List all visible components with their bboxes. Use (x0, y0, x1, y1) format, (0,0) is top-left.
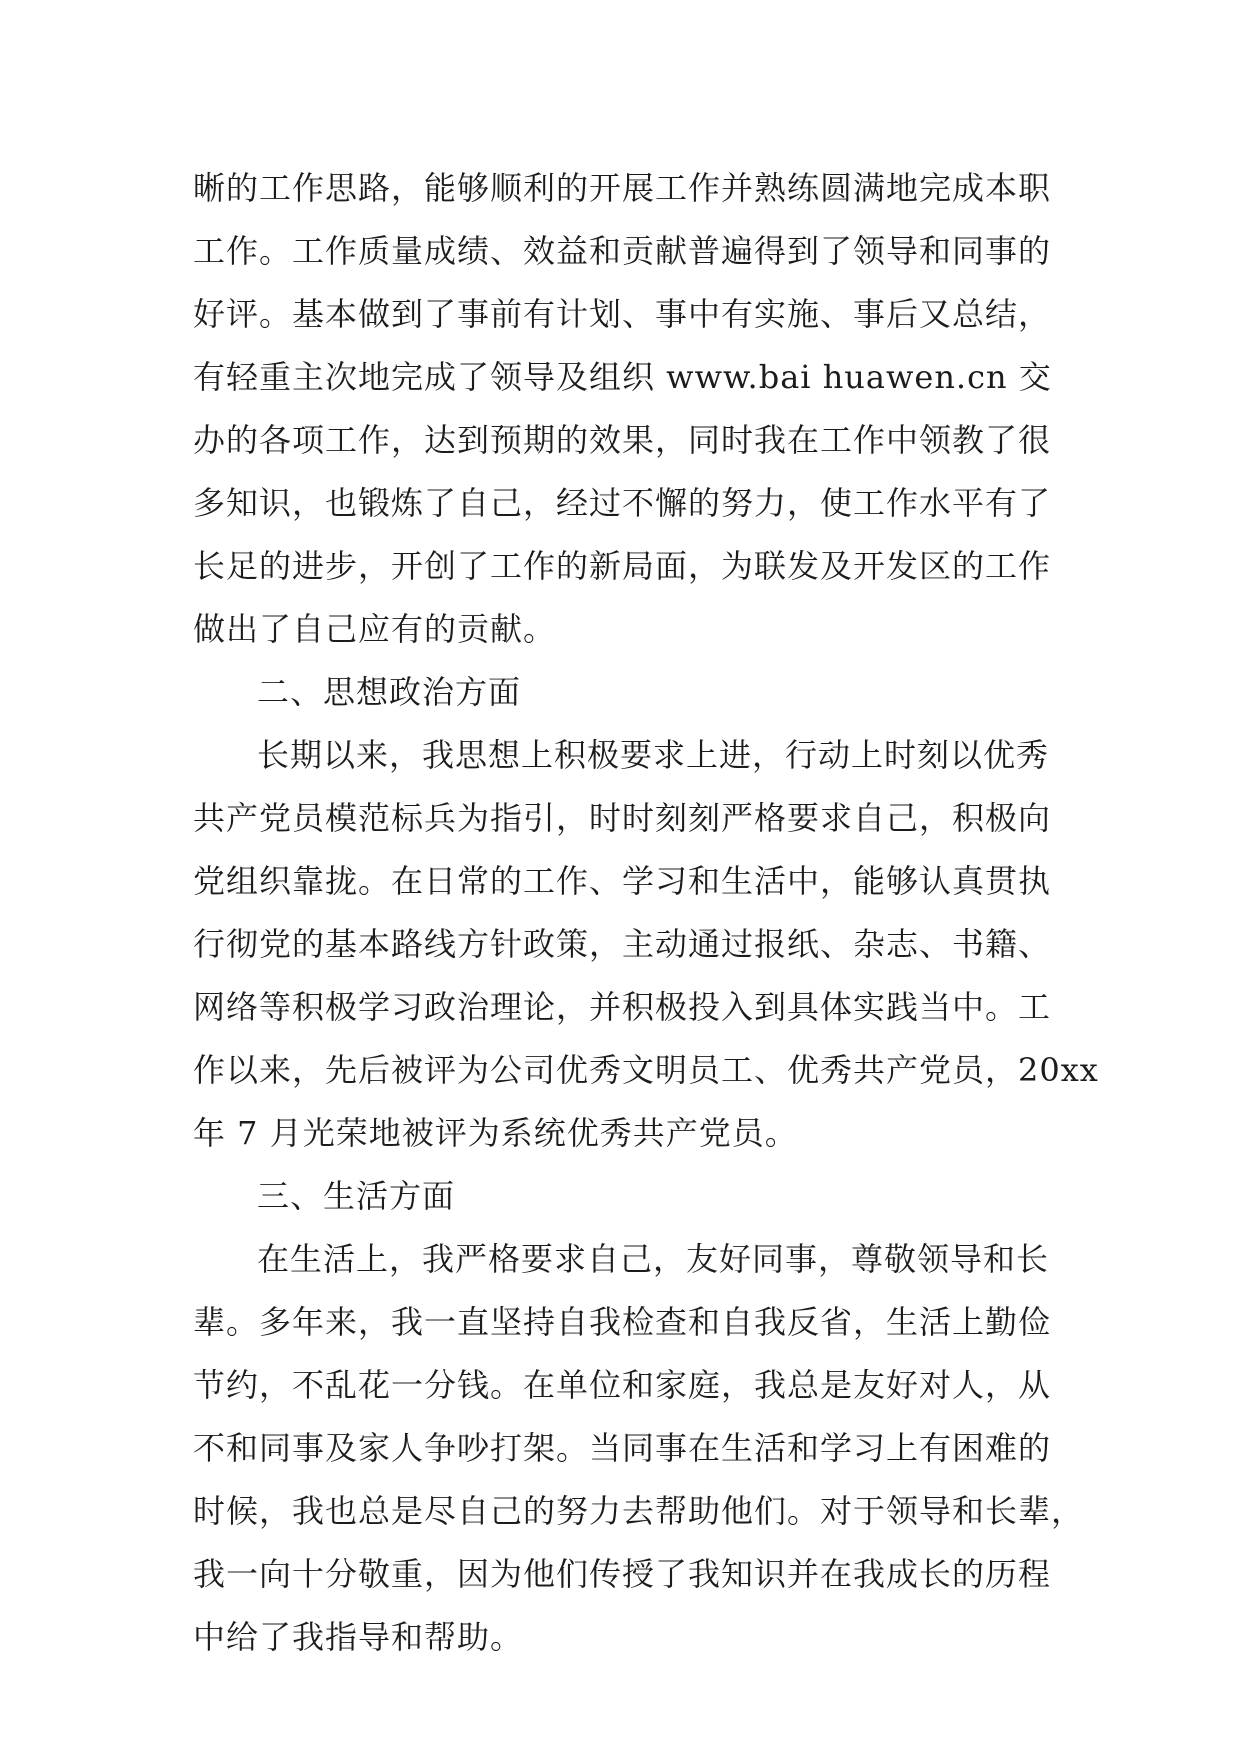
text-line: 辈。多年来，我一直坚持自我检查和自我反省，生活上勤俭 (193, 1303, 1052, 1341)
text-line: 时候，我也总是尽自己的努力去帮助他们。对于领导和长辈， (193, 1492, 1085, 1530)
text-line: 多知识，也锻炼了自己，经过不懈的努力，使工作水平有了 (193, 484, 1052, 522)
text-line: 好评。基本做到了事前有计划、事中有实施、事后又总结， (193, 295, 1052, 333)
text-line: 长足的进步，开创了工作的新局面，为联发及开发区的工作 (193, 547, 1052, 585)
text-line: 共产党员模范标兵为指引，时时刻刻严格要求自己，积极向 (193, 799, 1052, 837)
text-line: 我一向十分敬重，因为他们传授了我知识并在我成长的历程 (193, 1555, 1052, 1593)
text-line: 行彻党的基本路线方针政策，主动通过报纸、杂志、书籍、 (193, 925, 1052, 963)
text-line: 中给了我指导和帮助。 (193, 1618, 524, 1656)
paragraph-first-line: 长期以来，我思想上积极要求上进，行动上时刻以优秀 (257, 736, 1050, 774)
text-line: 有轻重主次地完成了领导及组织 www.bai huawen.cn 交 (193, 358, 1052, 396)
text-line: 年 7 月光荣地被评为系统优秀共产党员。 (193, 1114, 798, 1152)
text-line: 工作。工作质量成绩、效益和贡献普遍得到了领导和同事的 (193, 232, 1052, 270)
text-line: 党组织靠拢。在日常的工作、学习和生活中，能够认真贯执 (193, 862, 1052, 900)
paragraph-first-line: 在生活上，我严格要求自己，友好同事，尊敬领导和长 (257, 1240, 1050, 1278)
text-line: 办的各项工作，达到预期的效果，同时我在工作中领教了很 (193, 421, 1052, 459)
text-line: 网络等积极学习政治理论，并积极投入到具体实践当中。工 (193, 988, 1052, 1026)
section-heading: 三、生活方面 (257, 1177, 456, 1215)
text-line: 做出了自己应有的贡献。 (193, 610, 557, 648)
section-heading: 二、思想政治方面 (257, 673, 522, 711)
body-text (193, 157, 1099, 1669)
text-line: 节约，不乱花一分钱。在单位和家庭，我总是友好对人，从 (193, 1366, 1052, 1404)
text-line: 不和同事及家人争吵打架。当同事在生活和学习上有困难的 (193, 1429, 1052, 1467)
text-line: 晰的工作思路，能够顺利的开展工作并熟练圆满地完成本职 (193, 169, 1052, 207)
text-line: 作以来，先后被评为公司优秀文明员工、优秀共产党员，20xx (193, 1051, 1099, 1089)
